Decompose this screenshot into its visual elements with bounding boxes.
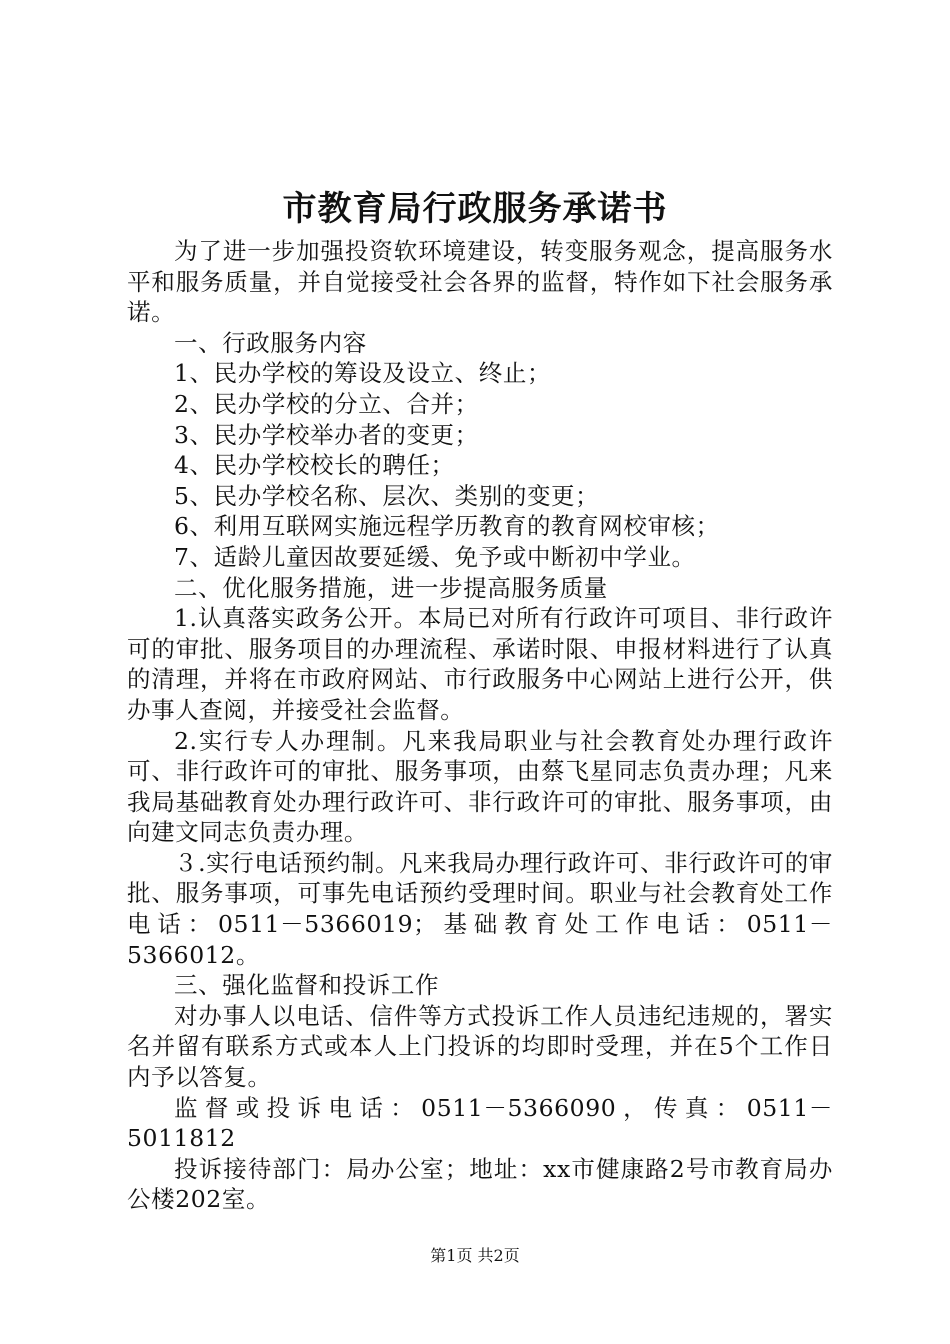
section-heading-3: 三、强化监督和投诉工作 bbox=[174, 971, 440, 1000]
contact-phone-line: 监督或投诉电话：0511－5366090，传真：0511－5011812 bbox=[127, 1093, 833, 1153]
measure-paragraph: 1.认真落实政务公开。本局已对所有行政许可项目、非行政许可的审批、服务项目的办理流程、承诺时限、申报材料进行了认真的清理，并将在市政府网站、市行政服务中心网站上进行公开，供办事人查阅，并接受社会监督。 bbox=[127, 604, 833, 724]
section-heading-1: 一、行政服务内容 bbox=[174, 328, 367, 357]
complaint-paragraph: 对办事人以电话、信件等方式投诉工作人员违纪违规的，署实名并留有联系方式或本人上门投诉的均即时受理，并在5个工作日内予以答复。 bbox=[127, 1001, 833, 1092]
section-heading-2: 二、优化服务措施，进一步提高服务质量 bbox=[174, 573, 608, 602]
intro-paragraph: 为了进一步加强投资软环境建设，转变服务观念，提高服务水平和服务质量，并自觉接受社会各界的监督，特作如下社会服务承诺。 bbox=[127, 237, 833, 327]
document-body bbox=[127, 236, 833, 1215]
list-item: 4、民办学校校长的聘任； bbox=[174, 451, 455, 480]
list-item: 6、利用互联网实施远程学历教育的教育网校审核； bbox=[174, 512, 720, 541]
list-item: 5、民办学校名称、层次、类别的变更； bbox=[174, 481, 600, 510]
document-title: 市教育局行政服务承诺书 bbox=[282, 189, 668, 229]
list-item: 3、民办学校举办者的变更； bbox=[174, 420, 479, 449]
list-item: 1、民办学校的筹设及设立、终止； bbox=[174, 359, 552, 388]
measure-paragraph: 2.实行专人办理制。凡来我局职业与社会教育处办理行政许可、非行政许可的审批、服务事项，由蔡飞星同志负责办理；凡来我局基础教育处办理行政许可、非行政许可的审批、服务事项，由向建文同志负责办理。 bbox=[127, 726, 833, 847]
measure-paragraph: ３.实行电话预约制。凡来我局办理行政许可、非行政许可的审批、服务事项，可事先电话预约受理时间。职业与社会教育处工作电话：0511－5366019；基础教育处工作电话：0511－5366012。 bbox=[127, 848, 833, 969]
list-item: 2、民办学校的分立、合并； bbox=[174, 389, 479, 418]
list-item: 7、适龄儿童因故要延缓、免予或中断初中学业。 bbox=[174, 542, 696, 571]
contact-address-line: 投诉接待部门：局办公室；地址：xx市健康路2号市教育局办公楼202室。 bbox=[127, 1154, 833, 1214]
page-number-footer: 第1页 共2页 bbox=[430, 1246, 520, 1265]
